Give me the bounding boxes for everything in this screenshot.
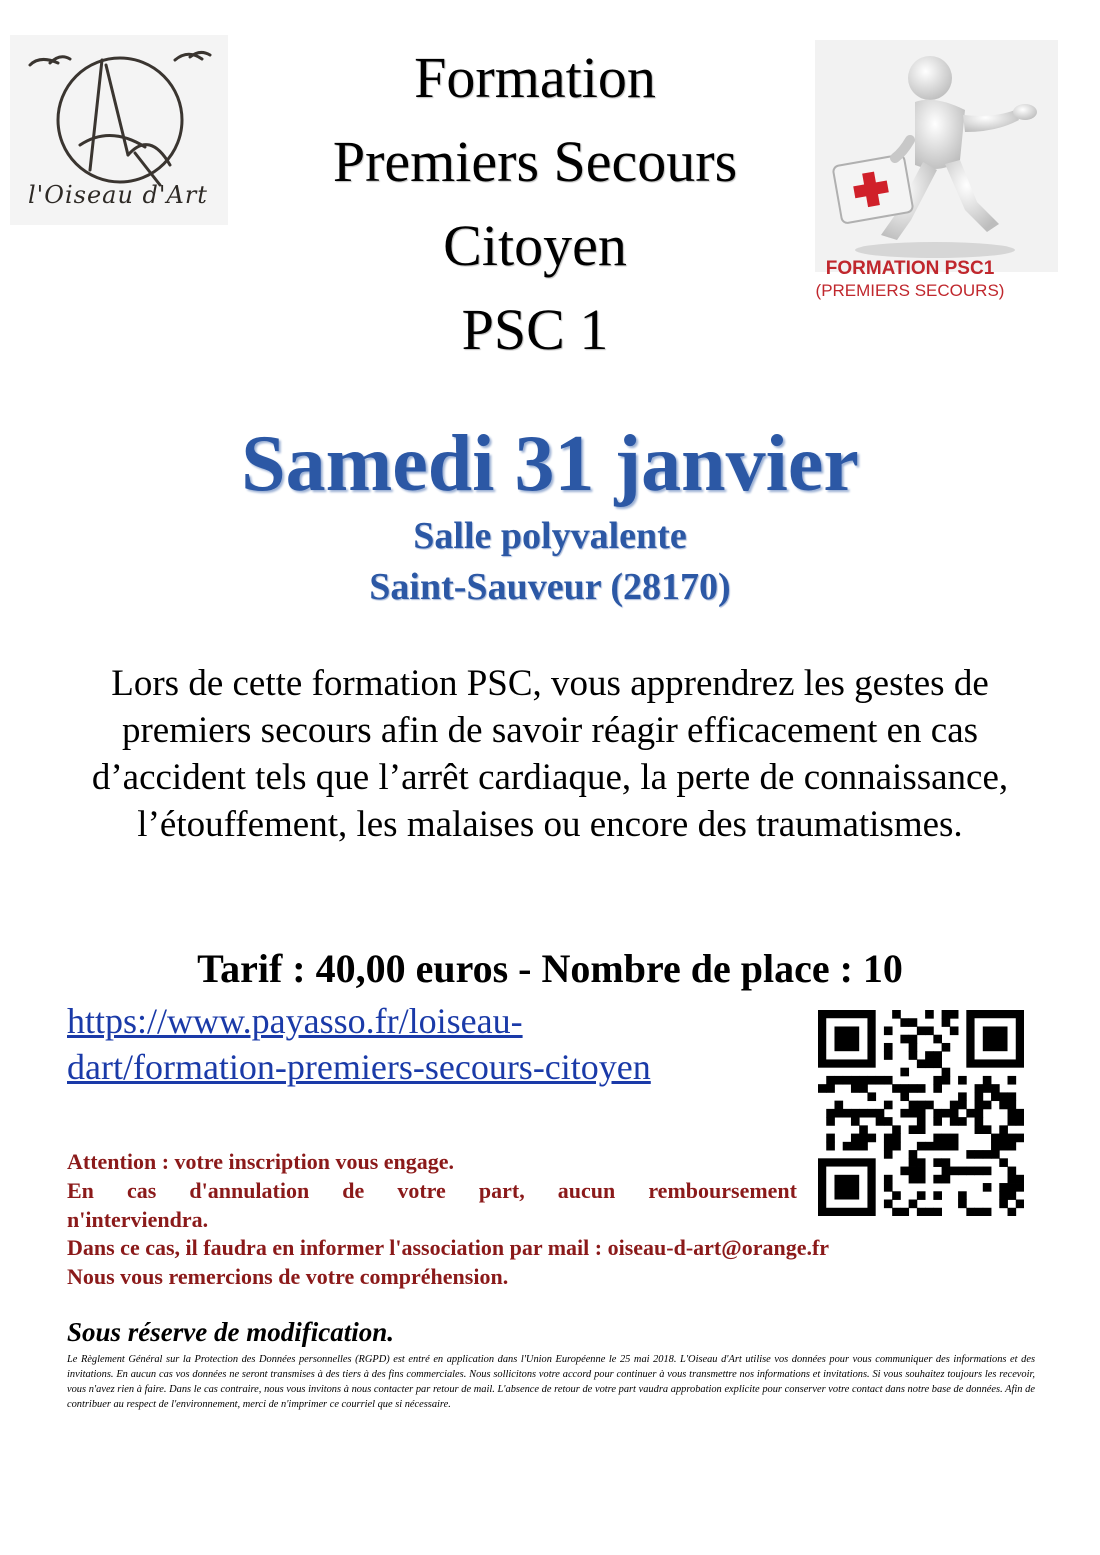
warning-line-1: Attention : votre inscription vous engage. (67, 1149, 455, 1174)
pricing-info: Tarif : 40,00 euros - Nombre de place : 10 (197, 946, 903, 991)
event-venue: Salle polyvalente (413, 515, 687, 557)
registration-link-line-2: dart/formation-premiers-secours-citoyen (67, 1047, 651, 1087)
title-line-2: Premiers Secours (332, 129, 738, 194)
psc1-caption-line-1: FORMATION PSC1 (825, 258, 995, 279)
warning-line-4: Dans ce cas, il faudra en informer l'association par mail : oiseau-d-art@orange.fr (67, 1235, 830, 1260)
psc1-illustration (815, 40, 1058, 272)
rgpd-notice: Le Règlement Général sur la Protection des Données personnelles (RGPD) est entré en application dans l'Union Européenne le 25 mai 2018. L'Oiseau d'Art utilise vos données pour vous communiquer des informations et des invitations. En aucun cas vos données ne seront transmises à des tiers à des fins commerciales. Nous sollicitons votre accord pour continuer à vous transmettre nos informations et invitations. Si vous souhaitez toujours les recevoir, vous n'avez rien à faire. Dans le cas contraire, nous vous invitons à nous contacter par retour de mail. L'absence de retour de votre part vaudra approbation explicite pour conserver votre contact dans notre base de données. Afin de contribuer au respect de l'environnement, merci de n'imprimer ce courriel que si nécessaire. (67, 1354, 1035, 1410)
qr-code[interactable] (818, 1010, 1024, 1216)
warning-line-5: Nous vous remercions de votre compréhension. (67, 1264, 509, 1289)
psc1-caption (815, 258, 1005, 302)
registration-link-line-1: https://www.payasso.fr/loiseau- (67, 1001, 523, 1041)
title-line-1: Formation (414, 45, 656, 110)
psc1-caption-line-2: (PREMIERS SECOURS) (815, 281, 1005, 300)
reserve-note: Sous réserve de modification. (67, 1317, 394, 1347)
first-aid-figure-icon (815, 40, 1058, 272)
page-title (270, 36, 800, 372)
logo-text: l'Oiseau d'Art (28, 181, 208, 209)
title-line-3: Citoyen (443, 213, 627, 278)
title-line-4: PSC 1 (461, 297, 609, 362)
event-date: Samedi 31 janvier (241, 420, 859, 508)
qr-code-icon (818, 1010, 1024, 1216)
event-town: Saint-Sauveur (28170) (369, 566, 731, 608)
registration-link[interactable] (67, 998, 787, 1090)
event-description: Lors de cette formation PSC, vous apprendrez les gestes de premiers secours afin de savoir réagir efficacement en cas d’accident tels que l’arrêt cardiaque, la perte de connaissance, l’étouffement, les malaises ou encore des traumatismes. (91, 663, 1009, 845)
warning-line-3: n'interviendra. (67, 1207, 209, 1232)
warning-line-2: En cas d'annulation de votre part, aucun remboursement (67, 1178, 797, 1203)
association-logo (10, 35, 228, 225)
